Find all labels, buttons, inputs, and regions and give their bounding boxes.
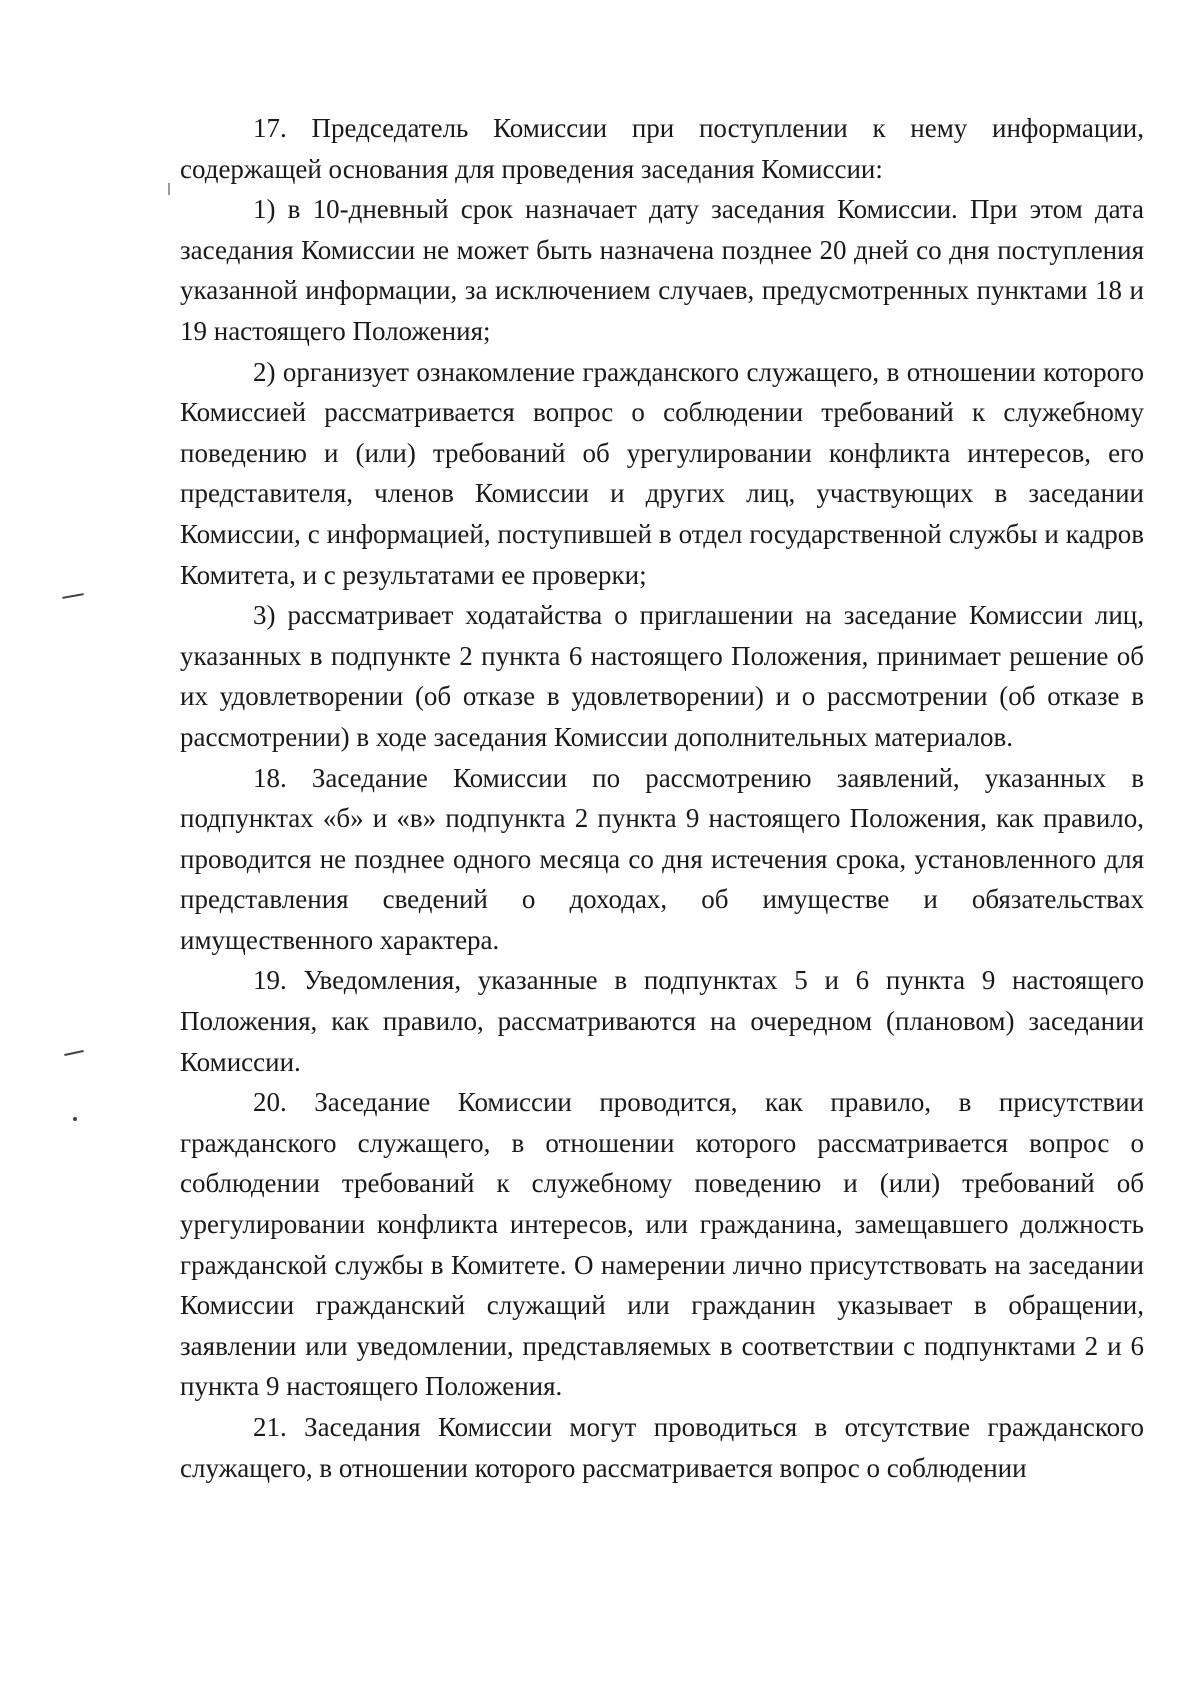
paragraph-17-item-2: 2) организует ознакомление гражданского служащего, в отношении которого Комиссией рассматривается вопрос о соблюдении требований к служебному поведению и (или) требований об урегулировании конфликта интересов, его представителя, членов Комиссии и других лиц, участвующих в заседании Комиссии, с информацией, поступившей в отдел государственной службы и кадров Комитета, и с результатами ее проверки; xyxy=(180,356,1144,590)
paragraph-17-item-3: 3) рассматривает ходатайства о приглашении на заседание Комиссии лиц, указанных в подпункте 2 пункта 6 настоящего Положения, принимает решение об их удовлетворении (об отказе в удовлетворении) и о рассмотрении (об отказе в рассмотрении) в ходе заседания Комиссии дополнительных материалов. xyxy=(180,600,1144,752)
paragraph-21: 21. Заседания Комиссии могут проводиться в отсутствие гражданского служащего, в отношении которого рассматривается вопрос о соблюдении xyxy=(180,1412,1144,1483)
scan-artifact-dash xyxy=(64,1050,84,1056)
scan-artifact-dot xyxy=(73,1117,77,1121)
paragraph-18: 18. Заседание Комиссии по рассмотрению заявлений, указанных в подпунктах «б» и «в» подпункта 2 пункта 9 настоящего Положения, как правило, проводится не позднее одного месяца со дня истечения срока, установленного для представления сведений о доходах, об имуществе и обязательствах имущественного характера. xyxy=(180,762,1144,955)
paragraph-19: 19. Уведомления, указанные в подпунктах 5 и 6 пункта 9 настоящего Положения, как правило, рассматриваются на очередном (плановом) заседании Комиссии. xyxy=(180,965,1144,1077)
paragraph-17-item-1: 1) в 10-дневный срок назначает дату заседания Комиссии. При этом дата заседания Комиссии не может быть назначена позднее 20 дней со дня поступления указанной информации, за исключением случаев, предусмотренных пунктами 18 и 19 настоящего Положения; xyxy=(180,194,1144,346)
paragraph-17: 17. Председатель Комиссии при поступлении к нему информации, содержащей основания для проведения заседания Комиссии: xyxy=(180,113,1144,184)
document-body xyxy=(180,108,1144,1488)
scan-artifact-dash xyxy=(62,593,84,599)
paragraph-20: 20. Заседание Комиссии проводится, как правило, в присутствии гражданского служащего, в отношении которого рассматривается вопрос о соблюдении требований к служебному поведению и (или) требований об урегулировании конфликта интересов, или гражданина, замещавшего должность гражданской службы в Комитете. О намерении лично присутствовать на заседании Комиссии гражданский служащий или гражданин указывает в обращении, заявлении или уведомлении, представляемых в соответствии с подпунктами 2 и 6 пункта 9 настоящего Положения. xyxy=(180,1087,1144,1402)
scan-artifact-tick xyxy=(168,183,170,195)
